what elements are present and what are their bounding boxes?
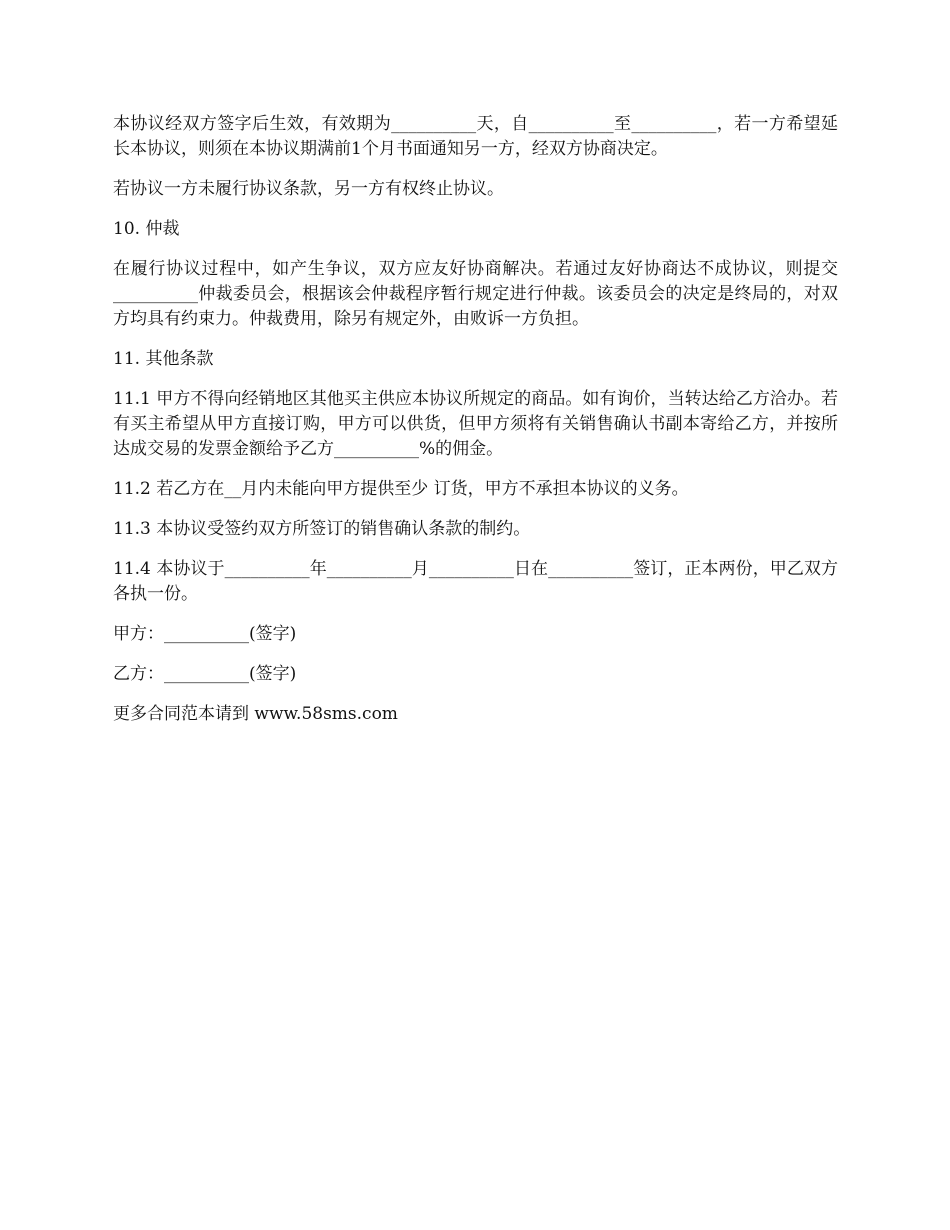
arbitration-clause: 在履行协议过程中，如产生争议，双方应友好协商解决。若通过友好协商达不成协议，则提交__________仲裁委员会，根据该会仲裁程序暂行规定进行仲裁。该委员会的决定是终局的，对双方均具有约束力。仲裁费用，除另有规定外，由败诉一方负担。: [113, 259, 838, 329]
clause-11-3: 11.3 本协议受签约双方所签订的销售确认条款的制约。: [113, 519, 531, 539]
clause-11-2: 11.2 若乙方在__月内未能向甲方提供至少 订货，甲方不承担本协议的义务。: [113, 479, 689, 499]
party-a-signature: 甲方：__________(签字): [113, 624, 297, 644]
section-heading-arbitration: 10. 仲裁: [113, 219, 180, 239]
termination-clause: 若协议一方未履行协议条款，另一方有权终止协议。: [113, 179, 504, 199]
document-body: [113, 112, 838, 742]
section-heading-other-terms: 11. 其他条款: [113, 349, 214, 369]
footer-website-note: 更多合同范本请到 www.58sms.com: [113, 704, 398, 724]
party-b-signature: 乙方：__________(签字): [113, 664, 297, 684]
clause-11-4: 11.4 本协议于__________年__________月__________日在__________签订，正本两份，甲乙双方各执一份。: [113, 559, 838, 604]
validity-clause: 本协议经双方签字后生效，有效期为__________天，自__________至__________，若一方希望延长本协议，则须在本协议期满前1个月书面通知另一方，经双方协商决定。: [113, 114, 838, 159]
clause-11-1: 11.1 甲方不得向经销地区其他买主供应本协议所规定的商品。如有询价，当转达给乙方洽办。若有买主希望从甲方直接订购，甲方可以供货，但甲方须将有关销售确认书副本寄给乙方，并按所达成交易的发票金额给予乙方__________%的佣金。: [113, 389, 838, 459]
